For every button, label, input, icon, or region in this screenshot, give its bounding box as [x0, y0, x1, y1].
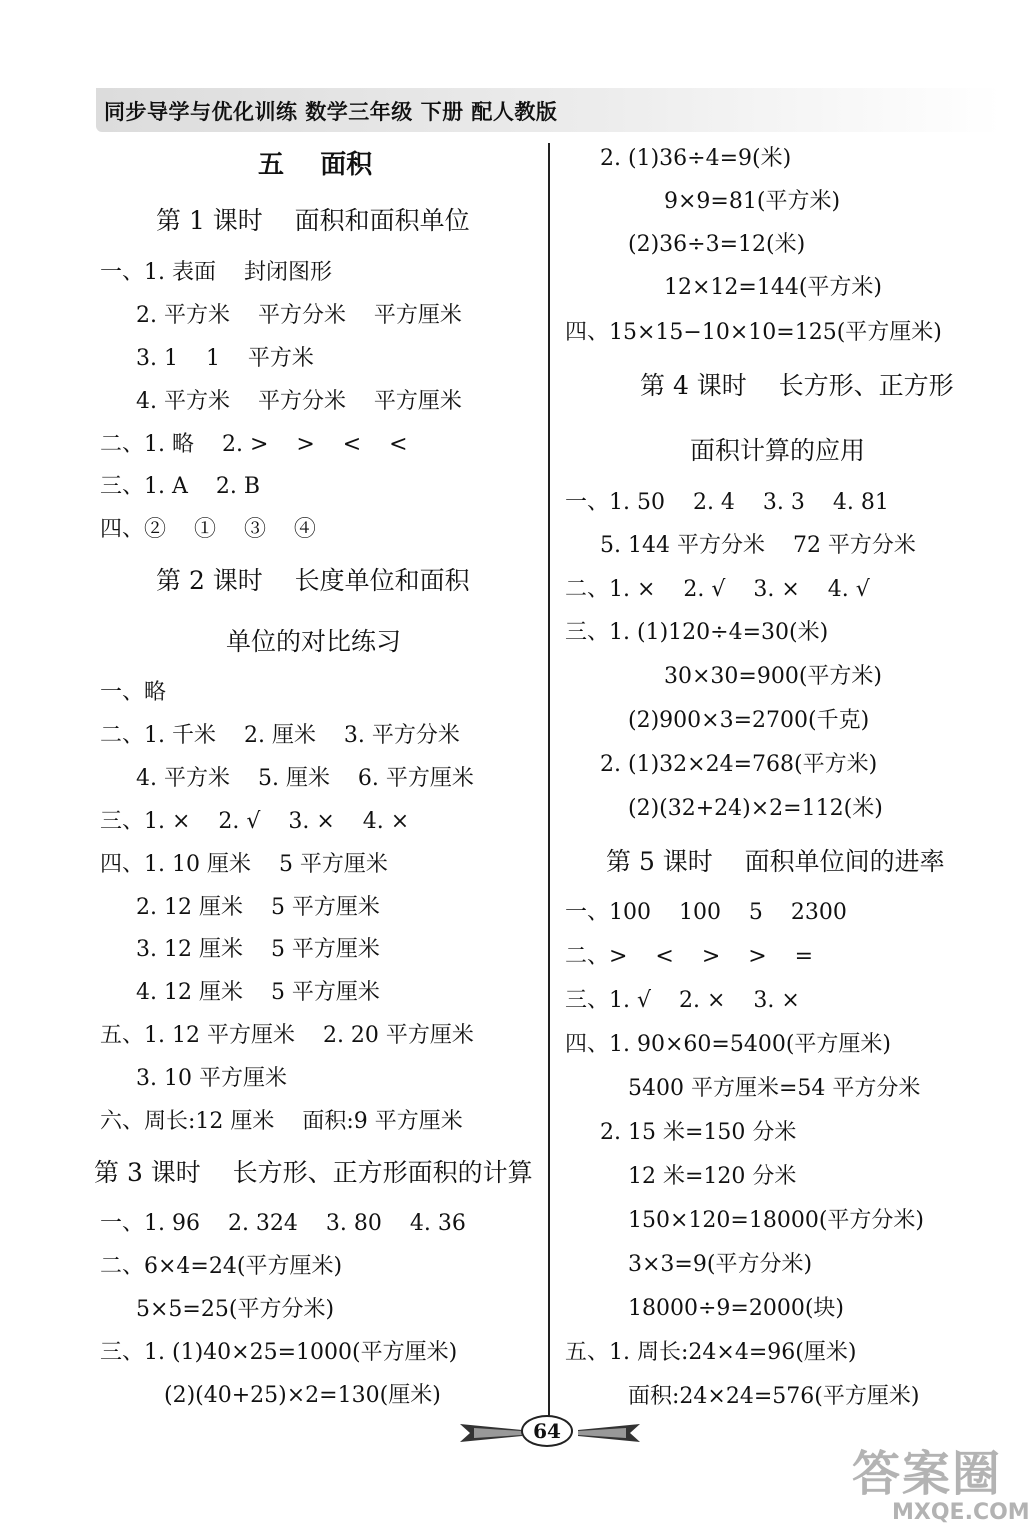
answer-line: 3. 1 1 平方米 [136, 346, 314, 371]
answer-line: 2. (1)36÷4=9(米) [600, 146, 792, 171]
answer-line: 150×120=18000(平方分米) [628, 1208, 925, 1233]
answer-line: (2)(40+25)×2=130(厘米) [164, 1383, 441, 1408]
answer-line: 四、② ① ③ ④ [100, 517, 316, 542]
answer-line: 面积:24×24=576(平方厘米) [628, 1384, 920, 1409]
answer-line: 三、1. √ 2. × 3. × [565, 988, 800, 1013]
answer-line: 4. 平方米 平方分米 平方厘米 [136, 389, 462, 414]
answer-line: (2)36÷3=12(米) [628, 232, 806, 257]
answer-line: 一、1. 96 2. 324 3. 80 4. 36 [100, 1211, 466, 1236]
answer-line: (2)900×3=2700(千克) [628, 708, 870, 733]
lesson-1-title: 第 1 课时 面积和面积单位 [156, 206, 470, 235]
answer-line: 二、> < > > = [565, 944, 814, 969]
answer-line: 四、1. 90×60=5400(平方厘米) [565, 1032, 891, 1057]
answer-line: 2. 15 米=150 分米 [600, 1120, 797, 1145]
answer-line: 5400 平方厘米=54 平方分米 [628, 1076, 921, 1101]
answer-line: 5×5=25(平方分米) [136, 1297, 335, 1322]
answer-line: 三、1. (1)40×25=1000(平方厘米) [100, 1340, 458, 1365]
answer-line: 二、1. 千米 2. 厘米 3. 平方分米 [100, 723, 460, 748]
answer-line: 二、1. 略 2. > > < < [100, 432, 408, 457]
answer-line: 二、1. × 2. √ 3. × 4. √ [565, 577, 870, 602]
answer-line: 四、1. 10 厘米 5 平方厘米 [100, 852, 388, 877]
answer-line: (2)(32+24)×2=112(米) [628, 796, 883, 821]
column-divider [548, 143, 550, 1416]
answer-line: 12 米=120 分米 [628, 1164, 797, 1189]
answer-line: 4. 平方米 5. 厘米 6. 平方厘米 [136, 766, 474, 791]
book-header-title: 同步导学与优化训练 数学三年级 下册 配人教版 [104, 100, 558, 124]
answer-line: 一、1. 表面 封闭图形 [100, 260, 332, 285]
answer-line: 2. 12 厘米 5 平方厘米 [136, 895, 380, 920]
page-number: 64 [521, 1415, 573, 1447]
lesson-2-title: 第 2 课时 长度单位和面积 [156, 566, 470, 595]
answer-line: 二、6×4=24(平方厘米) [100, 1254, 343, 1279]
answer-line: 3. 10 平方厘米 [136, 1066, 287, 1091]
chapter-title: 五 面积 [258, 150, 373, 180]
watermark-url: MXQE.COM [892, 1500, 1030, 1525]
answer-line: 4. 12 厘米 5 平方厘米 [136, 980, 380, 1005]
lesson-3-title: 第 3 课时 长方形、正方形面积的计算 [94, 1158, 533, 1187]
answer-line: 三、1. × 2. √ 3. × 4. × [100, 809, 410, 834]
answer-line: 2. 平方米 平方分米 平方厘米 [136, 303, 462, 328]
answer-line: 12×12=144(平方米) [664, 275, 883, 300]
answer-line: 一、100 100 5 2300 [565, 900, 847, 925]
answer-line: 三、1. A 2. B [100, 474, 260, 499]
lesson-2-subtitle: 单位的对比练习 [226, 627, 402, 656]
answer-line: 9×9=81(平方米) [664, 189, 841, 214]
answer-line: 30×30=900(平方米) [664, 664, 883, 689]
answer-line: 3. 12 厘米 5 平方厘米 [136, 937, 380, 962]
answer-line: 四、15×15−10×10=125(平方厘米) [565, 320, 942, 345]
lesson-4-subtitle: 面积计算的应用 [690, 436, 866, 465]
answer-line: 5. 144 平方分米 72 平方分米 [600, 533, 916, 558]
lesson-4-title: 第 4 课时 长方形、正方形 [640, 371, 954, 400]
answer-line: 3×3=9(平方分米) [628, 1252, 813, 1277]
answer-line: 18000÷9=2000(块) [628, 1296, 845, 1321]
watermark-logo: 答案圈 [852, 1446, 1003, 1502]
answer-line: 三、1. (1)120÷4=30(米) [565, 620, 829, 645]
answer-line: 五、1. 周长:24×4=96(厘米) [565, 1340, 857, 1365]
answer-line: 五、1. 12 平方厘米 2. 20 平方厘米 [100, 1023, 474, 1048]
answer-line: 一、略 [100, 680, 167, 705]
answer-line: 一、1. 50 2. 4 3. 3 4. 81 [565, 490, 889, 515]
lesson-5-title: 第 5 课时 面积单位间的进率 [606, 847, 945, 876]
answer-line: 六、周长:12 厘米 面积:9 平方厘米 [100, 1109, 463, 1134]
answer-line: 2. (1)32×24=768(平方米) [600, 752, 878, 777]
